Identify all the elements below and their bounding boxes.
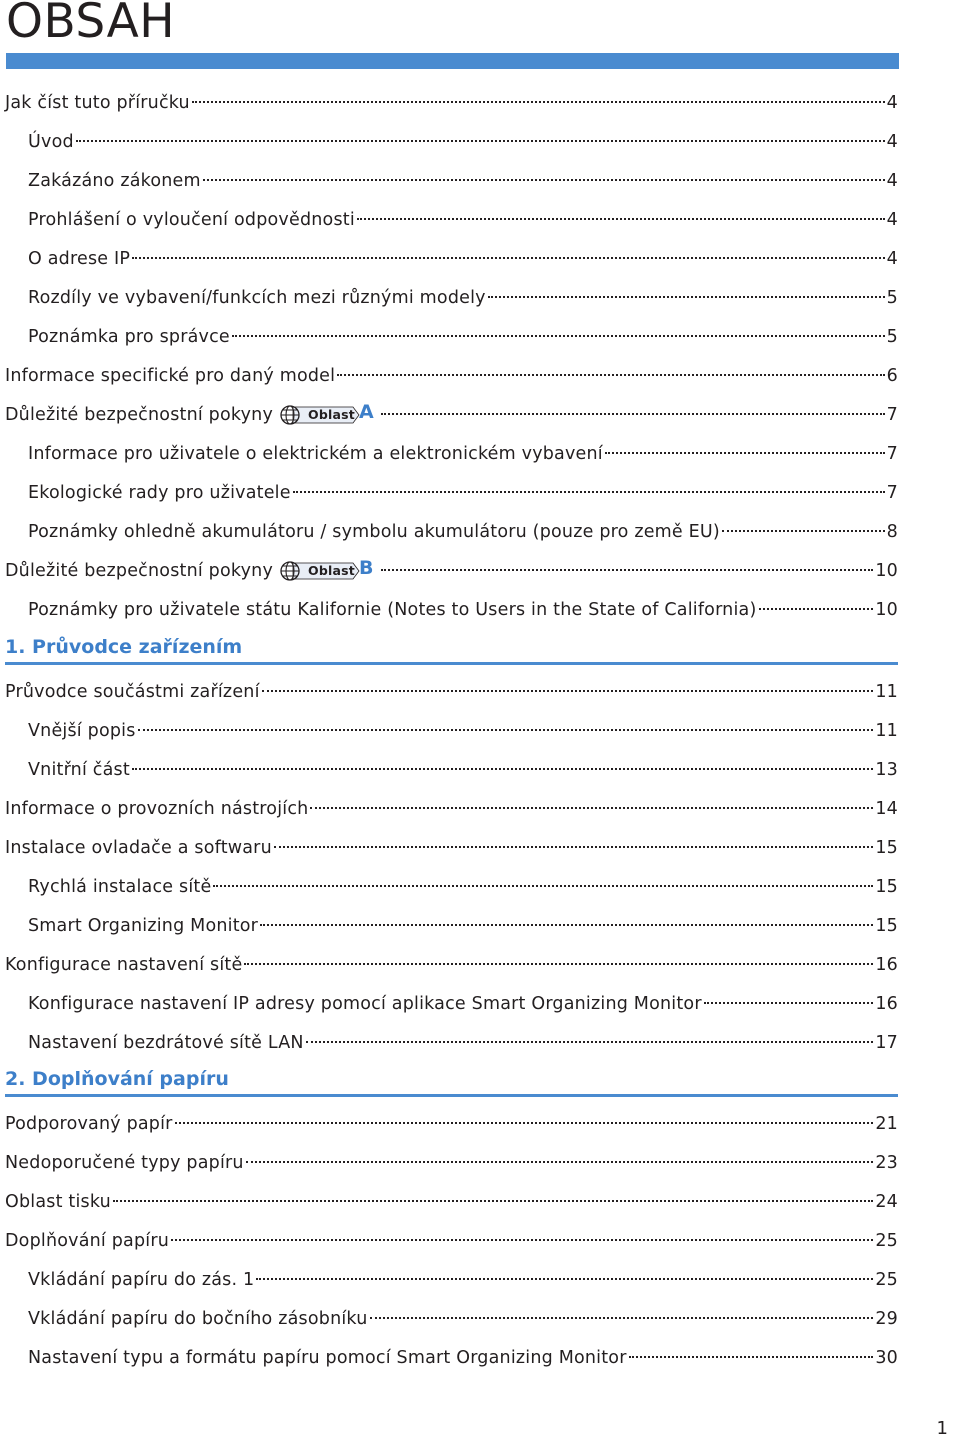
toc-leader-dots: [260, 924, 873, 926]
toc-entry-label-text: Nastavení typu a formátu papíru pomocí Smart Organizing Monitor: [28, 1348, 627, 1368]
toc-entry-label-text: Doplňování papíru: [5, 1231, 170, 1251]
toc-entry-label: [28, 322, 230, 352]
toc-page-number: 4: [886, 249, 898, 269]
toc-entry-label-text: Vnější popis: [28, 721, 136, 741]
toc-entry[interactable]: [5, 1187, 898, 1217]
toc-entry-label-text: Poznámky ohledně akumulátoru / symbolu akumulátoru (pouze pro země EU): [28, 522, 720, 542]
toc-entry-label: [28, 205, 355, 235]
toc-leader-dots: [381, 569, 873, 571]
toc-leader-dots: [357, 218, 885, 220]
toc-leader-dots: [113, 1200, 873, 1202]
toc-entry-label: [28, 1028, 304, 1058]
toc-entry[interactable]: [28, 244, 898, 274]
toc-page-number: 24: [875, 1192, 898, 1212]
toc-page-number: 14: [875, 799, 898, 819]
toc-leader-dots: [759, 608, 874, 610]
toc-entry-label: [5, 1148, 244, 1178]
toc-leader-dots: [293, 491, 885, 493]
toc-entry[interactable]: [5, 950, 898, 980]
toc-entry[interactable]: [28, 322, 898, 352]
toc-entry-label: [28, 989, 702, 1019]
toc-entry-label-text: Smart Organizing Monitor: [28, 916, 259, 936]
toc-entry-label: [28, 716, 136, 746]
region-badge: [279, 557, 379, 581]
toc-page-number: 25: [875, 1270, 898, 1290]
toc-entry-label-text: Oblast tisku: [5, 1192, 111, 1212]
toc-entry-label-text: Poznámky pro uživatele státu Kalifornie (Notes to Users in the State of California): [28, 600, 757, 620]
toc-page-number: 21: [875, 1114, 898, 1134]
toc-entry-label: [28, 127, 74, 157]
toc-leader-dots: [138, 729, 874, 731]
toc-leader-dots: [381, 413, 885, 415]
toc-entry[interactable]: [28, 755, 898, 785]
toc-leader-dots: [175, 1122, 874, 1124]
toc-entry[interactable]: [28, 1343, 898, 1373]
toc-entry-label: [28, 478, 291, 508]
toc-entry-label: [28, 911, 258, 941]
page-title: OBSAH: [6, 0, 176, 49]
toc-leader-dots: [132, 257, 885, 259]
toc-entry-label-text: Jak číst tuto příručku: [5, 93, 190, 113]
toc-entry-label: [28, 166, 201, 196]
toc-entry[interactable]: [5, 88, 898, 118]
toc-entry-label-text: Podporovaný papír: [5, 1114, 173, 1134]
toc-leader-dots: [722, 530, 885, 532]
toc-entry-label-text: O adrese IP: [28, 249, 131, 269]
toc-entry[interactable]: [5, 1148, 898, 1178]
toc-page-number: 25: [875, 1231, 898, 1251]
toc-entry-label-text: Poznámka pro správce: [28, 327, 230, 347]
toc-entry[interactable]: [5, 1109, 898, 1139]
toc-entry-label: [5, 833, 272, 863]
toc-entry-label: [5, 88, 190, 118]
toc-entry-label-text: Průvodce součástmi zařízení: [5, 682, 260, 702]
toc-entry-label: [5, 556, 379, 586]
toc-leader-dots: [605, 452, 885, 454]
toc-page-number: 7: [886, 405, 898, 425]
globe-icon: [281, 562, 299, 580]
toc-page-number: 8: [886, 522, 898, 542]
toc-entry[interactable]: [28, 595, 898, 625]
toc-leader-dots: [203, 179, 885, 181]
toc-entry[interactable]: [5, 833, 898, 863]
toc-entry-label: [28, 1343, 627, 1373]
chapter-heading: 2. Doplňování papíru: [5, 1068, 229, 1090]
toc-page-number: 4: [886, 132, 898, 152]
toc-entry[interactable]: [5, 677, 898, 707]
toc-page-number: 15: [875, 877, 898, 897]
toc-entry-label-text: Vnitřní část: [28, 760, 130, 780]
toc-page-number: 4: [886, 171, 898, 191]
region-badge-letter: A: [359, 401, 374, 423]
toc-leader-dots: [704, 1002, 874, 1004]
toc-page-number: 15: [875, 838, 898, 858]
toc-entry-label: [28, 439, 603, 469]
toc-entry[interactable]: [28, 205, 898, 235]
chapter-underline: [5, 1094, 898, 1097]
toc-page-number: 11: [875, 721, 898, 741]
toc-page-number: 7: [886, 483, 898, 503]
toc-entry-label: [5, 1109, 173, 1139]
toc-page-number: 10: [875, 600, 898, 620]
toc-page-number: 10: [875, 561, 898, 581]
toc-entry-label-text: Důležité bezpečnostní pokyny: [5, 405, 274, 425]
toc-entry-label: [5, 1226, 169, 1256]
toc-leader-dots: [213, 885, 873, 887]
region-badge-letter: B: [359, 557, 374, 579]
toc-leader-dots: [232, 335, 885, 337]
toc-entry-label: [28, 1304, 368, 1334]
toc-entry-label: [5, 794, 308, 824]
toc-entry[interactable]: [5, 1226, 898, 1256]
toc-page-number: 16: [875, 955, 898, 975]
toc-leader-dots: [274, 846, 873, 848]
toc-entry[interactable]: [5, 361, 898, 391]
toc-leader-dots: [629, 1356, 874, 1358]
toc-entry[interactable]: [28, 1304, 898, 1334]
toc-leader-dots: [244, 963, 873, 965]
toc-entry[interactable]: [28, 127, 898, 157]
toc-entry-label-text: Prohlášení o vyloučení odpovědnosti: [28, 210, 355, 230]
toc-page-number: 17: [875, 1033, 898, 1053]
toc-entry-label-text: Vkládání papíru do bočního zásobníku: [28, 1309, 368, 1329]
toc-leader-dots: [370, 1317, 874, 1319]
toc-entry-label-text: Důležité bezpečnostní pokyny: [5, 561, 274, 581]
toc-entry-label: [28, 1265, 254, 1295]
toc-page-number: 6: [886, 366, 898, 386]
toc-entry-label-text: Ekologické rady pro uživatele: [28, 483, 291, 503]
toc-entry-label: [28, 517, 720, 547]
toc-leader-dots: [171, 1239, 873, 1241]
toc-entry-label-text: Rozdíly ve vybavení/funkcích mezi různými modely: [28, 288, 486, 308]
toc-entry-label: [5, 400, 379, 430]
region-badge-text: Oblast: [308, 563, 355, 578]
toc-entry[interactable]: [28, 911, 898, 941]
toc-leader-dots: [256, 1278, 873, 1280]
toc-page-number: 4: [886, 210, 898, 230]
toc-leader-dots: [337, 374, 884, 376]
toc-entry-label: [28, 244, 130, 274]
toc-entry[interactable]: [5, 794, 898, 824]
toc-entry-label: [5, 1187, 111, 1217]
title-underline-bar: [6, 53, 899, 69]
toc-entry-label-text: Zakázáno zákonem: [28, 171, 201, 191]
toc-page-number: 29: [875, 1309, 898, 1329]
toc-entry-label-text: Konfigurace nastavení sítě: [5, 955, 243, 975]
toc-entry[interactable]: [28, 439, 898, 469]
toc-leader-dots: [76, 140, 885, 142]
toc-entry-label: [28, 872, 211, 902]
toc-entry[interactable]: [28, 478, 898, 508]
toc-entry-label-text: Nedoporučené typy papíru: [5, 1153, 244, 1173]
toc-page-number: 5: [886, 288, 898, 308]
toc-entry-label-text: Informace o provozních nástrojích: [5, 799, 309, 819]
toc-entry[interactable]: [28, 166, 898, 196]
toc-entry-label: [28, 755, 130, 785]
toc-entry[interactable]: [28, 1265, 898, 1295]
toc-leader-dots: [132, 768, 873, 770]
toc-page-number: 11: [875, 682, 898, 702]
toc-page-number: 4: [886, 93, 898, 113]
toc-entry-label-text: Informace pro uživatele o elektrickém a elektronickém vybavení: [28, 444, 603, 464]
page-number: 1: [936, 1418, 948, 1439]
toc-entry[interactable]: [28, 283, 898, 313]
toc-entry-label-text: Úvod: [28, 132, 74, 152]
toc-entry-label: [28, 595, 757, 625]
toc-entry-label-text: Konfigurace nastavení IP adresy pomocí aplikace Smart Organizing Monitor: [28, 994, 702, 1014]
toc-page-number: 15: [875, 916, 898, 936]
chapter-heading: 1. Průvodce zařízením: [5, 636, 243, 658]
toc-page-number: 16: [875, 994, 898, 1014]
toc-entry-label: [5, 677, 260, 707]
toc-entry-label-text: Rychlá instalace sítě: [28, 877, 212, 897]
toc-entry-label-text: Informace specifické pro daný model: [5, 366, 336, 386]
toc-entry[interactable]: [28, 716, 898, 746]
toc-leader-dots: [310, 807, 873, 809]
toc-entry[interactable]: [28, 989, 898, 1019]
toc-entry[interactable]: [28, 1028, 898, 1058]
globe-icon: [281, 406, 299, 424]
chapter-underline: [5, 662, 898, 665]
toc-entry-label-text: Vkládání papíru do zás. 1: [28, 1270, 255, 1290]
toc-entry-label: [5, 361, 335, 391]
toc-leader-dots: [306, 1041, 874, 1043]
toc-leader-dots: [192, 101, 885, 103]
toc-entry-label-text: Instalace ovladače a softwaru: [5, 838, 272, 858]
toc-leader-dots: [246, 1161, 874, 1163]
region-badge-text: Oblast: [308, 407, 355, 422]
toc-page-number: 30: [875, 1348, 898, 1368]
toc-leader-dots: [262, 690, 874, 692]
toc-page-number: 23: [875, 1153, 898, 1173]
toc-entry[interactable]: [5, 400, 898, 430]
toc-page-number: 7: [886, 444, 898, 464]
toc-entry[interactable]: [28, 517, 898, 547]
toc-page-number: 5: [886, 327, 898, 347]
toc-leader-dots: [488, 296, 885, 298]
toc-entry[interactable]: [5, 556, 898, 586]
toc-page-number: 13: [875, 760, 898, 780]
toc-entry-label: [5, 950, 242, 980]
region-badge: [279, 401, 379, 425]
toc-entry-label: [28, 283, 486, 313]
toc-entry-label-text: Nastavení bezdrátové sítě LAN: [28, 1033, 304, 1053]
toc-entry[interactable]: [28, 872, 898, 902]
